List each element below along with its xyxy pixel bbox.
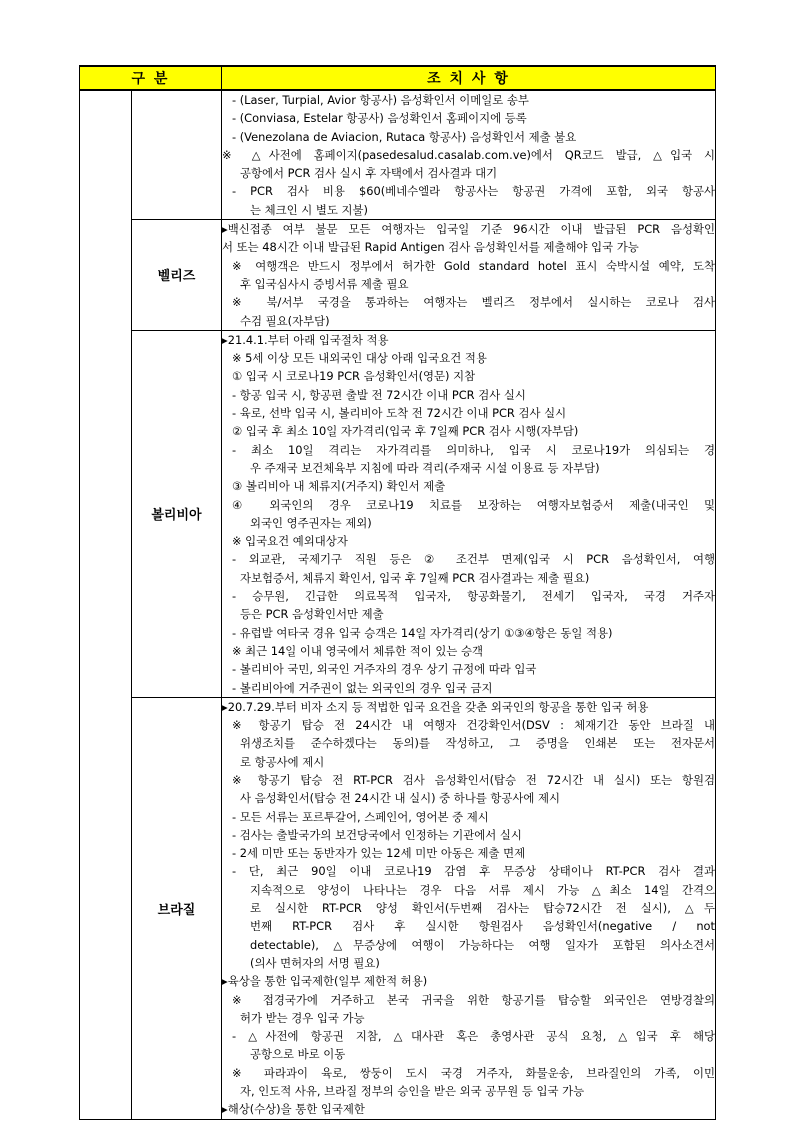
- country-cell: 볼리비아: [132, 330, 222, 697]
- measure-line: 지속적으로 양성이 나타나는 경우 다음 서류 제시 가능 △최소 14일 간격으: [250, 882, 715, 897]
- measure-line: - 최소 10일 격리는 자가격리를 의미하나, 입국 시 코로나19가 의심되는 경: [232, 442, 715, 457]
- country-cell: [132, 90, 222, 220]
- country-cell: 벨리즈: [132, 220, 222, 331]
- measure-line: - 볼리비아 국민, 외국인 거주자의 경우 상기 규정에 따라 입국: [232, 662, 537, 677]
- measure-line: - △사전에 항공권 지참, △대사관 혹은 총영사관 공식 요청, △입국 후 해당: [232, 1029, 715, 1044]
- measure-line: ▸20.7.29.부터 비자 소지 등 적법한 입국 요건을 갖춘 외국인의 항공을 통한 입국 허용: [222, 699, 649, 714]
- measure-line: - 외교관, 국제기구 직원 등은 ② 조건부 면제(입국 시 PCR 음성확인서, 여행: [232, 552, 715, 567]
- measure-line: - 모든 서류는 포르투갈어, 스페인어, 영어본 중 제시: [232, 809, 489, 824]
- measure-line: 공항에서 PCR 검사 실시 후 자택에서 검사결과 대기: [240, 166, 498, 181]
- measure-line: - 유럽발 여타국 경유 입국 승객은 14일 자가격리(상기 ①③④항은 동일 적용): [232, 625, 613, 640]
- measure-line: - 육로, 선박 입국 시, 볼리비아 도착 전 72시간 이내 PCR 검사 실시: [232, 406, 567, 421]
- measure-line: ※ 5세 이상 모든 내외국인 대상 아래 입국요건 적용: [232, 351, 487, 366]
- measure-line: - (Venezolana de Aviacion, Rutaca 항공사) 음성확인서 제출 불요: [232, 129, 577, 144]
- measure-line: 후 입국심사시 증빙서류 제출 필요: [240, 276, 409, 291]
- measure-line: - 항공 입국 시, 항공편 출발 전 72시간 이내 PCR 검사 실시: [232, 387, 526, 402]
- measure-line: 로 항공사에 제시: [240, 754, 325, 769]
- measure-line: 자, 인도적 사유, 브라질 정부의 승인을 받은 외국 공무원 등 입국 가능: [240, 1084, 585, 1099]
- measures-cell: [222, 90, 716, 220]
- measure-line: ▸21.4.1.부터 아래 입국절차 적용: [222, 332, 389, 347]
- measures-cell: [222, 330, 716, 697]
- measure-line: 번째 RT-PCR 검사 후 실시한 항원검사 음성확인서(negative / not: [250, 919, 715, 934]
- measure-line: - (Laser, Turpial, Avior 항공사) 음성확인서 이메일로 송부: [232, 93, 529, 107]
- measure-line: ※ △사전에 홈페이지(pasedesalud.casalab.com.ve)에서 QR코드 발급, △입국 시: [222, 147, 715, 162]
- measure-line: ▸백신접종 여부 불문 모든 여행자는 입국일 기준 96시간 이내 발급된 PCR 음성확인: [222, 222, 715, 237]
- measure-line: 사 음성확인서(탑승 전 24시간 내 실시) 중 하나를 항공사에 제시: [240, 791, 561, 806]
- measure-line: ※ 항공기 탑승 전 RT-PCR 검사 음성확인서(탑승 전 72시간 내 실시) 또는 항원검: [232, 772, 715, 787]
- measure-line: ※ 북/서부 국경을 통과하는 여행자는 벨리즈 정부에서 실시하는 코로나 검사: [232, 295, 715, 310]
- measure-line: detectable), △무증상에 여행이 가능하다는 여행 일자가 포함된 의사소견서: [250, 937, 715, 952]
- measure-line: 공항으로 바로 이동: [250, 1047, 346, 1062]
- measure-line: ※ 여행객은 반드시 정부에서 허가한 Gold standard hotel 표시 숙박시설 예약, 도착: [232, 258, 715, 273]
- header-measures: 조 치 사 항: [222, 66, 716, 90]
- table-header-row: [80, 66, 716, 90]
- measure-line: - 단, 최근 90일 이내 코로나19 감염 후 무증상 상태이나 RT-PCR 검사 결과: [232, 864, 715, 879]
- measure-line: ※ 파라과이 육로, 쌍둥이 도시 국경 거주자, 화물운송, 브라질인의 가족, 이민: [232, 1065, 715, 1080]
- measure-line: (의사 면허자의 서명 필요): [250, 955, 380, 970]
- measure-line: ② 입국 후 최소 10일 자가격리(입국 후 7일째 PCR 검사 시행(자부담): [232, 424, 579, 439]
- measure-line: ④ 외국인의 경우 코로나19 치료를 보장하는 여행자보험증서 제출(내국인 및: [232, 497, 715, 512]
- country-cell: 브라질: [132, 697, 222, 1119]
- measure-line: ※ 접경국가에 거주하고 본국 귀국을 위한 항공기를 탑승할 외국인은 연방경찰의: [232, 992, 715, 1007]
- table-row: [80, 697, 716, 1119]
- measure-line: 는 체크인 시 별도 지불): [250, 202, 368, 217]
- measures-cell: [222, 697, 716, 1119]
- measures-cell: [222, 220, 716, 331]
- measure-line: 우 주재국 보건체육부 지침에 따라 격리(주재국 시설 이용료 등 자부담): [250, 460, 600, 475]
- measure-line: ※ 최근 14일 이내 영국에서 체류한 적이 있는 승객: [232, 643, 484, 658]
- measure-line: ※ 입국요건 예외대상자: [232, 534, 348, 549]
- measure-line: ▸육상을 통한 입국제한(일부 제한적 허용): [222, 974, 428, 989]
- measure-line: - 검사는 출발국가의 보건당국에서 인정하는 기관에서 실시: [232, 827, 522, 842]
- measure-line: - 승무원, 긴급한 의료목적 입국자, 항공화물기, 전세기 입국자, 국경 거주자: [232, 589, 715, 604]
- measure-line: 등은 PCR 음성확인서만 제출: [240, 607, 384, 622]
- measure-line: - 2세 미만 또는 동반자가 있는 12세 미만 아동은 제출 면제: [232, 846, 526, 861]
- measure-line: 자보험증서, 체류지 확인서, 입국 후 7일째 PCR 검사결과는 제출 필요): [240, 570, 590, 585]
- measure-line: 위생조치를 준수하겠다는 동의)를 작성하고, 그 증명을 인쇄본 또는 전자문서: [240, 736, 715, 751]
- measure-line: 서 또는 48시간 이내 발급된 Rapid Antigen 검사 음성확인서를 제출해야 입국 가능: [222, 240, 639, 255]
- measure-line: 외국인 영주권자는 제외): [250, 515, 372, 530]
- measure-line: ① 입국 시 코로나19 PCR 음성확인서(영문) 지참: [232, 369, 476, 384]
- measure-line: 허가 받는 경우 입국 가능: [240, 1010, 365, 1025]
- table-row: [80, 220, 716, 331]
- measures-table: [79, 65, 716, 1120]
- measure-line: ▸해상(수상)을 통한 입국제한: [222, 1102, 365, 1117]
- measure-line: 수검 필요(자부담): [240, 313, 330, 328]
- measure-line: - 볼리비아에 거주권이 없는 외국인의 경우 입국 금지: [232, 680, 493, 695]
- header-category: 구 분: [80, 66, 222, 90]
- measure-line: 로 실시한 RT-PCR 양성 확인서(두번째 검사는 탑승72시간 전 실시), △두: [250, 901, 715, 916]
- measure-line: - (Conviasa, Estelar 항공사) 음성확인서 홈페이지에 등록: [232, 111, 527, 126]
- table-row: [80, 330, 716, 697]
- measure-line: ③ 볼리비아 내 체류지(거주지) 확인서 제출: [232, 479, 446, 494]
- region-blank-cell: [80, 90, 132, 1119]
- table-row: [80, 90, 716, 220]
- measure-line: ※ 항공기 탑승 전 24시간 내 여행자 건강확인서(DSV : 체재기간 동안 브라질 내: [232, 718, 715, 733]
- measure-line: - PCR 검사 비용 $60(베네수엘라 항공사는 항공권 가격에 포함, 외국 항공사: [232, 184, 715, 199]
